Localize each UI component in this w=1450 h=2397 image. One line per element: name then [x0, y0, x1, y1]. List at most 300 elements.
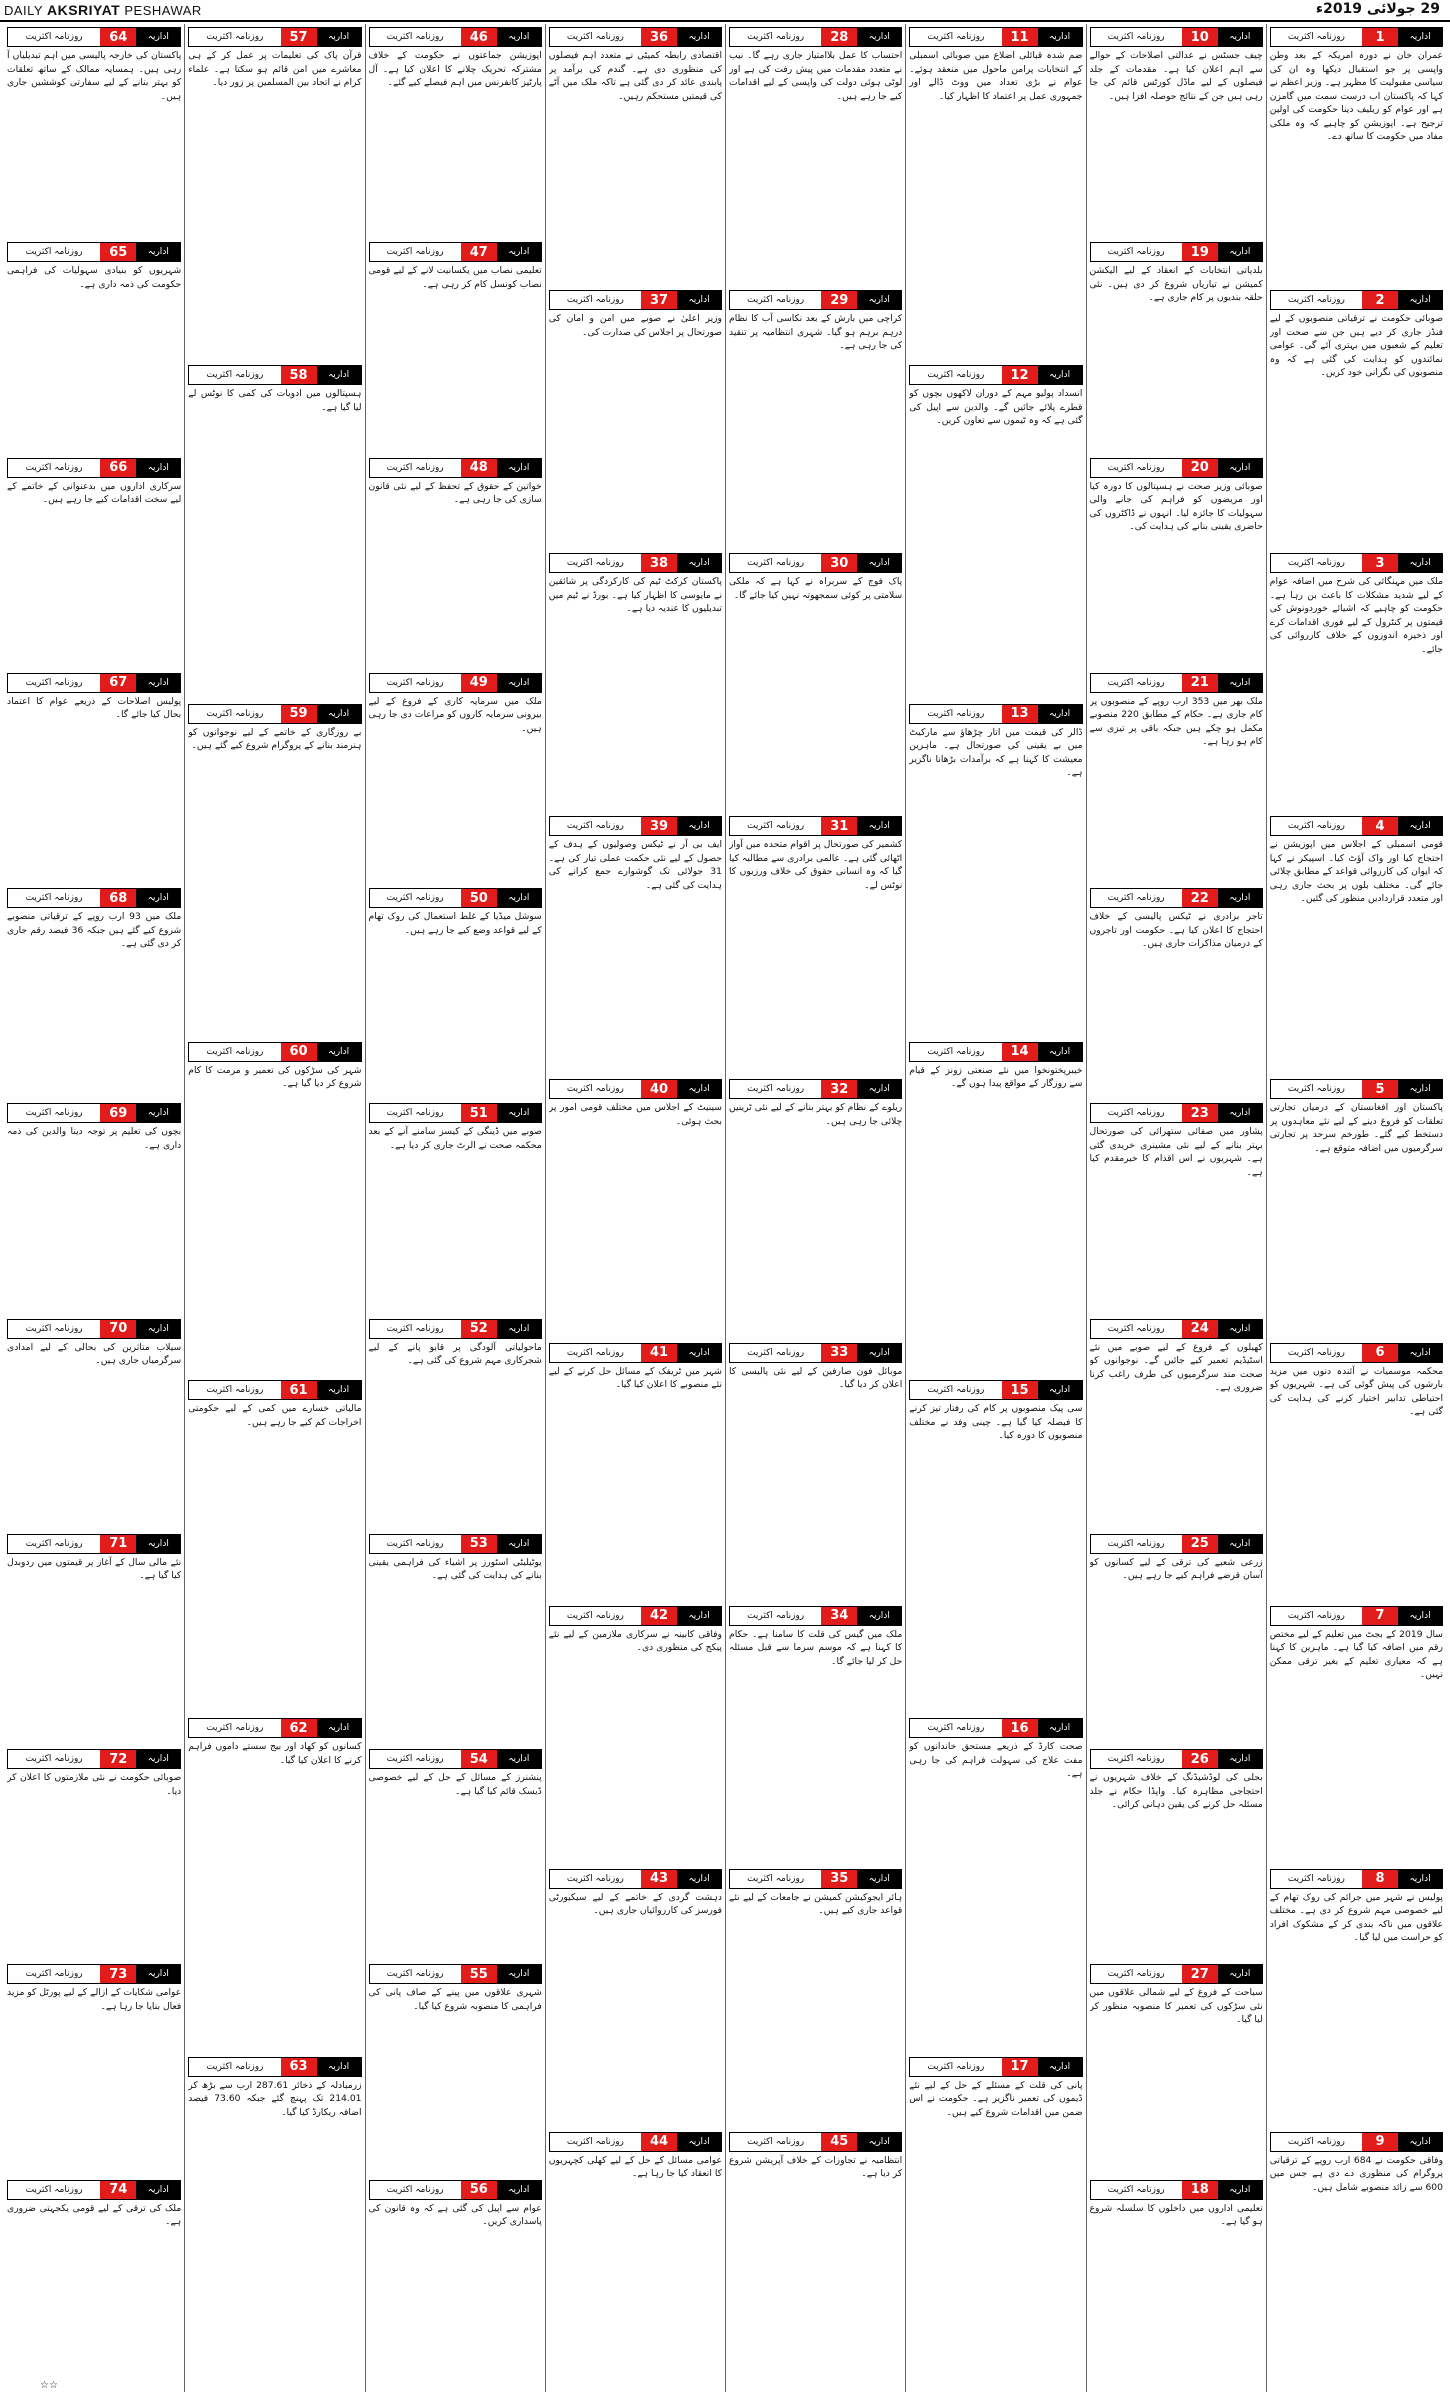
story-slug: [7, 1749, 181, 1769]
news-story: [549, 1343, 722, 1600]
story-text: دہشت گردی کے خاتمے کے لیے سیکیورٹی فورسز کی کارروائیاں جاری ہیں۔: [548, 1891, 722, 1917]
news-story: [729, 816, 902, 1073]
story-slug: [1090, 888, 1263, 908]
story-paper-label: روزنامہ اکثریت: [730, 817, 821, 835]
news-story: [909, 1718, 1082, 2050]
story-number: 12: [1002, 366, 1038, 384]
story-slug: [549, 1079, 722, 1099]
story-text: عوام سے اپیل کی گئی ہے کہ وہ قانون کی پاسداری کریں۔: [368, 2202, 542, 2228]
page-column: [4, 24, 184, 2392]
story-text: انتظامیہ نے تجاوزات کے خلاف آپریشن شروع کر دیا ہے۔: [729, 2154, 903, 2180]
news-story: [1090, 458, 1263, 667]
story-number: 52: [461, 1320, 497, 1338]
story-number: 24: [1182, 1320, 1218, 1338]
story-text: قومی اسمبلی کے اجلاس میں اپوزیشن نے احتجاج کیا اور واک آؤٹ کیا۔ اسپیکر نے کہا کہ ایوان کی کارروائی قواعد کے مطابق چلائی جائے گی۔ مختلف بلوں پر بحث جاری رہی اور متعدد قراردادیں منظور کی گئیں۔: [1269, 839, 1443, 905]
story-text: پنشنرز کے مسائل کے حل کے لیے خصوصی ڈیسک قائم کیا گیا ہے۔: [368, 1772, 542, 1797]
news-story: [1090, 673, 1263, 882]
story-tag: اداریہ: [857, 817, 901, 835]
story-tag: اداریہ: [1398, 1080, 1442, 1098]
story-slug: [369, 1749, 542, 1769]
news-story: [729, 1079, 902, 1336]
page-column: [1266, 24, 1446, 2392]
story-slug: [7, 1534, 181, 1554]
news-story: [7, 458, 181, 667]
story-tag: اداریہ: [1218, 1104, 1262, 1122]
story-number: 11: [1002, 28, 1038, 46]
story-tag: اداریہ: [136, 28, 180, 46]
story-slug: [1090, 2180, 1263, 2200]
story-text: بجلی کی لوڈشیڈنگ کے خلاف شہریوں نے احتجاجی مظاہرہ کیا۔ واپڈا حکام نے جلد مسئلہ حل کرنے کی یقین دہانی کرائی۔: [1089, 1772, 1263, 1811]
story-paper-label: روزنامہ اکثریت: [370, 1750, 461, 1768]
story-text: سی پیک منصوبوں پر کام کی رفتار تیز کرنے کا فیصلہ کیا گیا ہے۔ چینی وفد نے مختلف منصوبوں کا دورہ کیا۔: [909, 1403, 1083, 1442]
news-story: [7, 2180, 181, 2389]
story-paper-label: روزنامہ اکثریت: [550, 1080, 641, 1098]
story-text: شہری علاقوں میں پینے کے صاف پانی کی فراہمی کا منصوبہ شروع کیا گیا۔: [368, 1987, 542, 2012]
story-slug: [909, 1718, 1082, 1738]
story-text: کراچی میں بارش کے بعد نکاسی آب کا نظام درہم برہم ہو گیا۔ شہری انتظامیہ پر تنقید کی جا رہی ہے۔: [729, 313, 903, 352]
news-story: [7, 1534, 181, 1743]
story-number: 68: [100, 889, 136, 907]
story-tag: اداریہ: [1398, 291, 1442, 309]
news-story: [1270, 2132, 1443, 2389]
story-paper-label: روزنامہ اکثریت: [550, 28, 641, 46]
story-number: 30: [821, 554, 857, 572]
story-tag: اداریہ: [136, 889, 180, 907]
story-paper-label: روزنامہ اکثریت: [1091, 1535, 1182, 1553]
newspaper-page: [4, 24, 1446, 2392]
story-tag: اداریہ: [1218, 1320, 1262, 1338]
story-paper-label: روزنامہ اکثریت: [8, 1535, 100, 1553]
story-number: 45: [821, 2133, 857, 2151]
story-text: سیاحت کے فروغ کے لیے شمالی علاقوں میں نئی سڑکوں کی تعمیر کا منصوبہ منظور کر لیا گیا۔: [1089, 1987, 1263, 2026]
news-story: [549, 1869, 722, 2126]
story-tag: اداریہ: [1038, 1043, 1082, 1061]
story-paper-label: روزنامہ اکثریت: [370, 1320, 461, 1338]
news-story: [549, 1606, 722, 1863]
story-paper-label: روزنامہ اکثریت: [8, 2181, 100, 2199]
story-number: 65: [100, 243, 136, 261]
story-tag: اداریہ: [857, 2133, 901, 2151]
story-text: پانی کی قلت کے مسئلے کے حل کے لیے نئے ڈیموں کی تعمیر ناگزیر ہے۔ حکومت نے اس ضمن میں اقدامات شروع کیے ہیں۔: [909, 2079, 1083, 2118]
story-number: 66: [100, 459, 136, 477]
story-slug: [1270, 1869, 1443, 1889]
story-slug: [7, 242, 181, 262]
news-story: [188, 1042, 361, 1374]
story-slug: [369, 1534, 542, 1554]
story-slug: [1270, 553, 1443, 573]
story-tag: اداریہ: [677, 2133, 721, 2151]
story-number: 43: [641, 1870, 677, 1888]
story-tag: اداریہ: [136, 1320, 180, 1338]
story-slug: [909, 704, 1082, 724]
story-number: 61: [281, 1381, 317, 1399]
news-story: [369, 1749, 542, 1958]
story-text: ملک بھر میں 353 ارب روپے کے منصوبوں پر کام جاری ہے۔ حکام کے مطابق 220 منصوبے مکمل ہو چکے ہیں جبکہ باقی پر تیزی سے کام ہو رہا ہے۔: [1089, 695, 1263, 748]
story-paper-label: روزنامہ اکثریت: [370, 243, 461, 261]
news-story: [1270, 1079, 1443, 1336]
news-story: [7, 1749, 181, 1958]
story-slug: [369, 1964, 542, 1984]
story-number: 2: [1362, 291, 1398, 309]
story-tag: اداریہ: [677, 1344, 721, 1362]
story-tag: اداریہ: [857, 291, 901, 309]
story-text: سرکاری اداروں میں بدعنوانی کے خاتمے کے لیے سخت اقدامات کیے جا رہے ہیں۔: [7, 480, 182, 506]
story-number: 15: [1002, 1381, 1038, 1399]
story-paper-label: روزنامہ اکثریت: [370, 459, 461, 477]
story-paper-label: روزنامہ اکثریت: [189, 1381, 280, 1399]
story-number: 10: [1182, 28, 1218, 46]
story-number: 16: [1002, 1719, 1038, 1737]
story-tag: اداریہ: [317, 1381, 361, 1399]
story-slug: [1090, 1749, 1263, 1769]
story-slug: [1270, 1079, 1443, 1099]
news-story: [909, 1380, 1082, 1712]
story-number: 20: [1182, 459, 1218, 477]
news-story: [7, 1964, 181, 2173]
story-text: عوامی مسائل کے حل کے لیے کھلی کچہریوں کا انعقاد کیا جا رہا ہے۔: [548, 2154, 722, 2180]
story-tag: اداریہ: [1218, 1750, 1262, 1768]
story-slug: [549, 290, 722, 310]
story-text: شہر کی سڑکوں کی تعمیر و مرمت کا کام شروع کر دیا گیا ہے۔: [188, 1064, 362, 1090]
story-paper-label: روزنامہ اکثریت: [189, 1719, 280, 1737]
story-number: 28: [821, 28, 857, 46]
story-slug: [1090, 1964, 1263, 1984]
story-number: 35: [821, 1870, 857, 1888]
story-slug: [549, 1606, 722, 1626]
story-text: موبائل فون صارفین کے لیے نئی پالیسی کا اعلان کر دیا گیا۔: [729, 1365, 903, 1391]
story-paper-label: روزنامہ اکثریت: [910, 1381, 1001, 1399]
news-story: [909, 1042, 1082, 1374]
story-text: وفاقی کابینہ نے سرکاری ملازمین کے لیے نئے پیکج کی منظوری دی۔: [548, 1628, 722, 1654]
story-paper-label: روزنامہ اکثریت: [730, 1870, 821, 1888]
story-tag: اداریہ: [1398, 28, 1442, 46]
news-story: [1270, 1869, 1443, 2126]
story-paper-label: روزنامہ اکثریت: [1271, 1344, 1362, 1362]
story-tag: اداریہ: [1038, 366, 1082, 384]
story-number: 3: [1362, 554, 1398, 572]
story-slug: [1270, 290, 1443, 310]
story-tag: اداریہ: [136, 1750, 180, 1768]
story-text: سیلاب متاثرین کی بحالی کے لیے امدادی سرگرمیاں جاری ہیں۔: [7, 1341, 182, 1367]
story-text: پاکستان کی خارجہ پالیسی میں اہم تبدیلیاں آ رہی ہیں۔ ہمسایہ ممالک کے ساتھ تعلقات کو بہتر بنانے کے لیے سفارتی کوششیں جاری ہیں۔: [7, 50, 182, 102]
story-tag: اداریہ: [317, 705, 361, 723]
story-paper-label: روزنامہ اکثریت: [1091, 243, 1182, 261]
story-paper-label: روزنامہ اکثریت: [1271, 291, 1362, 309]
story-number: 5: [1362, 1080, 1398, 1098]
story-slug: [369, 888, 542, 908]
page-column: [905, 24, 1085, 2392]
story-number: 64: [100, 28, 136, 46]
news-story: [369, 1964, 542, 2173]
news-story: [729, 553, 902, 810]
story-number: 37: [641, 291, 677, 309]
story-tag: اداریہ: [1218, 459, 1262, 477]
news-story: [1090, 1964, 1263, 2173]
story-tag: اداریہ: [1038, 1381, 1082, 1399]
story-paper-label: روزنامہ اکثریت: [370, 1104, 461, 1122]
story-text: ایف بی آر نے ٹیکس وصولیوں کے ہدف کے حصول کے لیے نئی حکمت عملی تیار کی ہے۔ 31 جولائی تک گوشوارے جمع کرانے کی ہدایت کی گئی ہے۔: [548, 839, 722, 891]
story-number: 9: [1362, 2133, 1398, 2151]
story-paper-label: روزنامہ اکثریت: [910, 2058, 1001, 2076]
story-tag: اداریہ: [677, 28, 721, 46]
story-slug: [1270, 1343, 1443, 1363]
story-paper-label: روزنامہ اکثریت: [8, 1750, 100, 1768]
story-number: 71: [100, 1535, 136, 1553]
story-slug: [369, 673, 542, 693]
story-tag: اداریہ: [857, 1080, 901, 1098]
news-story: [7, 27, 181, 236]
story-tag: اداریہ: [497, 1965, 541, 1983]
story-number: 48: [461, 459, 497, 477]
story-tag: اداریہ: [677, 1870, 721, 1888]
news-story: [729, 290, 902, 547]
story-paper-label: روزنامہ اکثریت: [730, 28, 821, 46]
story-tag: اداریہ: [497, 243, 541, 261]
story-number: 29: [821, 291, 857, 309]
story-paper-label: روزنامہ اکثریت: [1091, 1320, 1182, 1338]
story-paper-label: روزنامہ اکثریت: [730, 2133, 821, 2151]
story-paper-label: روزنامہ اکثریت: [1091, 1965, 1182, 1983]
page-column: [365, 24, 545, 2392]
story-tag: اداریہ: [497, 1750, 541, 1768]
story-tag: اداریہ: [857, 1870, 901, 1888]
story-number: 14: [1002, 1043, 1038, 1061]
story-slug: [1270, 816, 1443, 836]
story-slug: [188, 1380, 361, 1400]
news-story: [909, 27, 1082, 359]
story-number: 4: [1362, 817, 1398, 835]
news-story: [369, 458, 542, 667]
story-slug: [7, 2180, 181, 2200]
news-story: [369, 1103, 542, 1312]
story-text: سوشل میڈیا کے غلط استعمال کی روک تھام کے لیے قواعد وضع کیے جا رہے ہیں۔: [368, 911, 542, 936]
story-paper-label: روزنامہ اکثریت: [1091, 459, 1182, 477]
story-tag: اداریہ: [1038, 705, 1082, 723]
story-paper-label: روزنامہ اکثریت: [8, 243, 100, 261]
news-story: [7, 888, 181, 1097]
story-paper-label: روزنامہ اکثریت: [1091, 674, 1182, 692]
story-paper-label: روزنامہ اکثریت: [189, 366, 280, 384]
story-text: ملک کی ترقی کے لیے قومی یکجہتی ضروری ہے۔: [7, 2202, 182, 2228]
news-story: [369, 1534, 542, 1743]
story-number: 8: [1362, 1870, 1398, 1888]
story-slug: [7, 458, 181, 478]
story-text: بچوں کی تعلیم پر توجہ دینا والدین کی ذمہ داری ہے۔: [7, 1126, 182, 1151]
story-text: پشاور میں صفائی ستھرائی کی صورتحال بہتر بنانے کے لیے نئی مشینری خریدی گئی ہے۔ شہریوں نے اس اقدام کا خیرمقدم کیا ہے۔: [1089, 1126, 1263, 1178]
news-story: [729, 1343, 902, 1600]
story-number: 59: [281, 705, 317, 723]
story-tag: اداریہ: [136, 243, 180, 261]
story-slug: [369, 242, 542, 262]
news-story: [1090, 2180, 1263, 2389]
story-text: سینیٹ کے اجلاس میں مختلف قومی امور پر بحث ہوئی۔: [548, 1102, 722, 1127]
story-text: تعلیمی اداروں میں داخلوں کا سلسلہ شروع ہو گیا ہے۔: [1089, 2202, 1263, 2228]
story-tag: اداریہ: [1398, 2133, 1442, 2151]
story-text: ریلوے کے نظام کو بہتر بنانے کے لیے نئی ٹرینیں چلائی جا رہی ہیں۔: [729, 1102, 903, 1127]
news-story: [729, 2132, 902, 2389]
story-paper-label: روزنامہ اکثریت: [910, 705, 1001, 723]
story-tag: اداریہ: [1398, 1870, 1442, 1888]
story-paper-label: روزنامہ اکثریت: [1091, 1750, 1182, 1768]
story-slug: [549, 816, 722, 836]
story-paper-label: روزنامہ اکثریت: [1271, 554, 1362, 572]
story-paper-label: روزنامہ اکثریت: [910, 1043, 1001, 1061]
story-text: ڈالر کی قیمت میں اتار چڑھاؤ سے مارکیٹ میں بے یقینی کی صورتحال ہے۔ ماہرین معیشت کا کہنا ہے کہ برآمدات بڑھانا ناگزیر ہے۔: [909, 726, 1083, 779]
story-number: 23: [1182, 1104, 1218, 1122]
story-tag: اداریہ: [857, 1344, 901, 1362]
story-tag: اداریہ: [497, 674, 541, 692]
story-tag: اداریہ: [1218, 28, 1262, 46]
story-number: 18: [1182, 2181, 1218, 2199]
story-tag: اداریہ: [136, 459, 180, 477]
story-slug: [729, 290, 902, 310]
story-tag: اداریہ: [1398, 1344, 1442, 1362]
story-tag: اداریہ: [317, 2058, 361, 2076]
story-number: 55: [461, 1965, 497, 1983]
story-tag: اداریہ: [677, 1607, 721, 1625]
story-tag: اداریہ: [677, 554, 721, 572]
story-slug: [909, 27, 1082, 47]
story-number: 13: [1002, 705, 1038, 723]
story-paper-label: روزنامہ اکثریت: [370, 1535, 461, 1553]
story-number: 56: [461, 2181, 497, 2199]
story-text: زرمبادلہ کے ذخائر 287.61 ارب سے بڑھ کر 214.01 تک پہنچ گئے جبکہ 73.60 فیصد اضافہ ریکارڈ کیا گیا۔: [188, 2079, 362, 2118]
news-story: [1090, 1749, 1263, 1958]
news-story: [369, 27, 542, 236]
story-number: 21: [1182, 674, 1218, 692]
story-number: 73: [100, 1965, 136, 1983]
story-tag: اداریہ: [677, 291, 721, 309]
story-slug: [909, 1380, 1082, 1400]
news-story: [369, 1319, 542, 1528]
story-slug: [1090, 27, 1263, 47]
story-slug: [549, 1869, 722, 1889]
story-paper-label: روزنامہ اکثریت: [730, 1344, 821, 1362]
story-paper-label: روزنامہ اکثریت: [910, 28, 1001, 46]
news-story: [188, 2057, 361, 2389]
story-text: تاجر برادری نے ٹیکس پالیسی کے خلاف احتجاج کا اعلان کیا ہے۔ حکومت اور تاجروں کے درمیان مذاکرات جاری ہیں۔: [1089, 911, 1263, 950]
news-story: [549, 2132, 722, 2389]
story-paper-label: روزنامہ اکثریت: [189, 2058, 280, 2076]
news-story: [1270, 27, 1443, 284]
story-text: محکمہ موسمیات نے آئندہ دنوں میں مزید بارشوں کی پیش گوئی کی ہے۔ شہریوں کو احتیاطی تدابیر اختیار کرنے کی ہدایت کی گئی ہے۔: [1269, 1365, 1443, 1418]
news-story: [1270, 1343, 1443, 1600]
story-text: پاک فوج کے سربراہ نے کہا ہے کہ ملکی سلامتی پر کوئی سمجھوتہ نہیں کیا جائے گا۔: [729, 576, 903, 601]
story-tag: اداریہ: [1398, 554, 1442, 572]
story-number: 49: [461, 674, 497, 692]
news-story: [909, 365, 1082, 697]
story-tag: اداریہ: [317, 28, 361, 46]
story-text: یوٹیلیٹی اسٹورز پر اشیاء کی فراہمی یقینی بنانے کی ہدایت کی گئی ہے۔: [368, 1556, 542, 1582]
story-slug: [188, 365, 361, 385]
story-text: پاکستان اور افغانستان کے درمیان تجارتی تعلقات کو فروغ دینے کے لیے نئے معاہدوں پر دستخط کیے گئے۔ طورخم سرحد پر تجارتی سرگرمیوں میں اضافہ متوقع ہے۔: [1269, 1102, 1443, 1154]
story-paper-label: روزنامہ اکثریت: [370, 674, 461, 692]
story-tag: اداریہ: [497, 889, 541, 907]
news-story: [729, 27, 902, 284]
story-tag: اداریہ: [1398, 1607, 1442, 1625]
page-column: [545, 24, 725, 2392]
story-tag: اداریہ: [857, 28, 901, 46]
story-slug: [549, 27, 722, 47]
story-text: ملک میں 93 ارب روپے کے ترقیاتی منصوبے شروع کیے گئے ہیں جبکہ 36 فیصد رقم جاری کر دی گئی ہے۔: [7, 911, 182, 950]
story-number: 51: [461, 1104, 497, 1122]
story-number: 46: [461, 28, 497, 46]
story-slug: [729, 1079, 902, 1099]
news-story: [7, 673, 181, 882]
story-slug: [188, 704, 361, 724]
story-tag: اداریہ: [136, 674, 180, 692]
story-slug: [729, 1343, 902, 1363]
story-number: 32: [821, 1080, 857, 1098]
news-story: [549, 290, 722, 547]
story-slug: [909, 1042, 1082, 1062]
story-paper-label: روزنامہ اکثریت: [1271, 28, 1362, 46]
story-tag: اداریہ: [497, 1104, 541, 1122]
story-paper-label: روزنامہ اکثریت: [730, 1607, 821, 1625]
story-number: 44: [641, 2133, 677, 2151]
story-tag: اداریہ: [497, 459, 541, 477]
masthead-city: PESHAWAR: [124, 3, 202, 18]
news-story: [7, 1319, 181, 1528]
story-text: ملک میں مہنگائی کی شرح میں اضافہ عوام کے لیے شدید مشکلات کا باعث بن رہا ہے۔ حکومت کو چاہیے کہ اشیائے خوردونوش کی قیمتوں پر کنٹرول کے لیے فوری اقدامات کرے اور ذخیرہ اندوزوں کے خلاف کارروائی کی جائے۔: [1269, 576, 1443, 655]
news-story: [909, 704, 1082, 1036]
story-slug: [1090, 1103, 1263, 1123]
story-text: صوبائی حکومت نے نئی ملازمتوں کا اعلان کر دیا۔: [7, 1772, 182, 1797]
story-slug: [729, 1869, 902, 1889]
story-text: ہائر ایجوکیشن کمیشن نے جامعات کے لیے نئے قواعد جاری کیے ہیں۔: [729, 1891, 903, 1917]
story-text: پولیس اصلاحات کے ذریعے عوام کا اعتماد بحال کیا جائے گا۔: [7, 695, 182, 721]
story-paper-label: روزنامہ اکثریت: [370, 1965, 461, 1983]
story-text: عوامی شکایات کے ازالے کے لیے پورٹل کو مزید فعال بنایا جا رہا ہے۔: [7, 1987, 182, 2012]
story-slug: [7, 27, 181, 47]
masthead-title: [4, 2, 202, 18]
story-slug: [909, 365, 1082, 385]
story-paper-label: روزنامہ اکثریت: [1271, 817, 1362, 835]
story-tag: اداریہ: [136, 2181, 180, 2199]
story-number: 67: [100, 674, 136, 692]
story-tag: اداریہ: [497, 1320, 541, 1338]
story-slug: [7, 1103, 181, 1123]
story-paper-label: روزنامہ اکثریت: [1091, 1104, 1182, 1122]
story-paper-label: روزنامہ اکثریت: [189, 28, 280, 46]
story-text: وفاقی حکومت نے 684 ارب روپے کے ترقیاتی پروگرام کی منظوری دے دی ہے جس میں 600 سے زائد منصوبے شامل ہیں۔: [1269, 2154, 1443, 2193]
story-number: 47: [461, 243, 497, 261]
story-paper-label: روزنامہ اکثریت: [8, 459, 100, 477]
story-text: شہر میں ٹریفک کے مسائل حل کرنے کے لیے نئے منصوبے کا اعلان کیا گیا۔: [548, 1365, 722, 1391]
story-paper-label: روزنامہ اکثریت: [550, 291, 641, 309]
story-number: 40: [641, 1080, 677, 1098]
story-paper-label: روزنامہ اکثریت: [550, 1344, 641, 1362]
news-story: [1270, 290, 1443, 547]
story-number: 39: [641, 817, 677, 835]
story-text: ضم شدہ قبائلی اضلاع میں صوبائی اسمبلی کے انتخابات پرامن ماحول میں منعقد ہوئے۔ عوام نے بڑی تعداد میں ووٹ ڈالے اور جمہوری عمل پر اعتماد کا اظہار کیا۔: [909, 50, 1083, 102]
story-slug: [7, 1319, 181, 1339]
story-text: پولیس نے شہر میں جرائم کی روک تھام کے لیے خصوصی مہم شروع کر دی ہے۔ مختلف علاقوں میں ناکہ بندی کر کے مشکوک افراد کو حراست میں لیا گیا۔: [1269, 1891, 1443, 1944]
story-number: 63: [281, 2058, 317, 2076]
story-slug: [369, 27, 542, 47]
story-text: وزیر اعلیٰ نے صوبے میں امن و امان کی صورتحال پر اجلاس کی صدارت کی۔: [548, 313, 722, 338]
story-text: قرآن پاک کی تعلیمات پر عمل کر کے ہی معاشرے میں امن قائم ہو سکتا ہے۔ علماء کرام نے اتحاد بین المسلمین پر زور دیا۔: [188, 50, 362, 88]
story-tag: اداریہ: [677, 817, 721, 835]
story-slug: [1090, 1534, 1263, 1554]
story-paper-label: روزنامہ اکثریت: [8, 1965, 100, 1983]
story-number: 17: [1002, 2058, 1038, 2076]
story-slug: [1090, 458, 1263, 478]
story-text: صحت کارڈ کے ذریعے مستحق خاندانوں کو مفت علاج کی سہولت فراہم کی جا رہی ہے۔: [909, 1741, 1083, 1780]
story-text: سال 2019 کے بجٹ میں تعلیم کے لیے مختص رقم میں اضافہ کیا گیا ہے۔ ماہرین کا کہنا ہے کہ معیاری تعلیم کے بغیر ترقی ممکن نہیں۔: [1269, 1628, 1443, 1681]
news-story: [729, 1606, 902, 1863]
story-paper-label: روزنامہ اکثریت: [1271, 1607, 1362, 1625]
